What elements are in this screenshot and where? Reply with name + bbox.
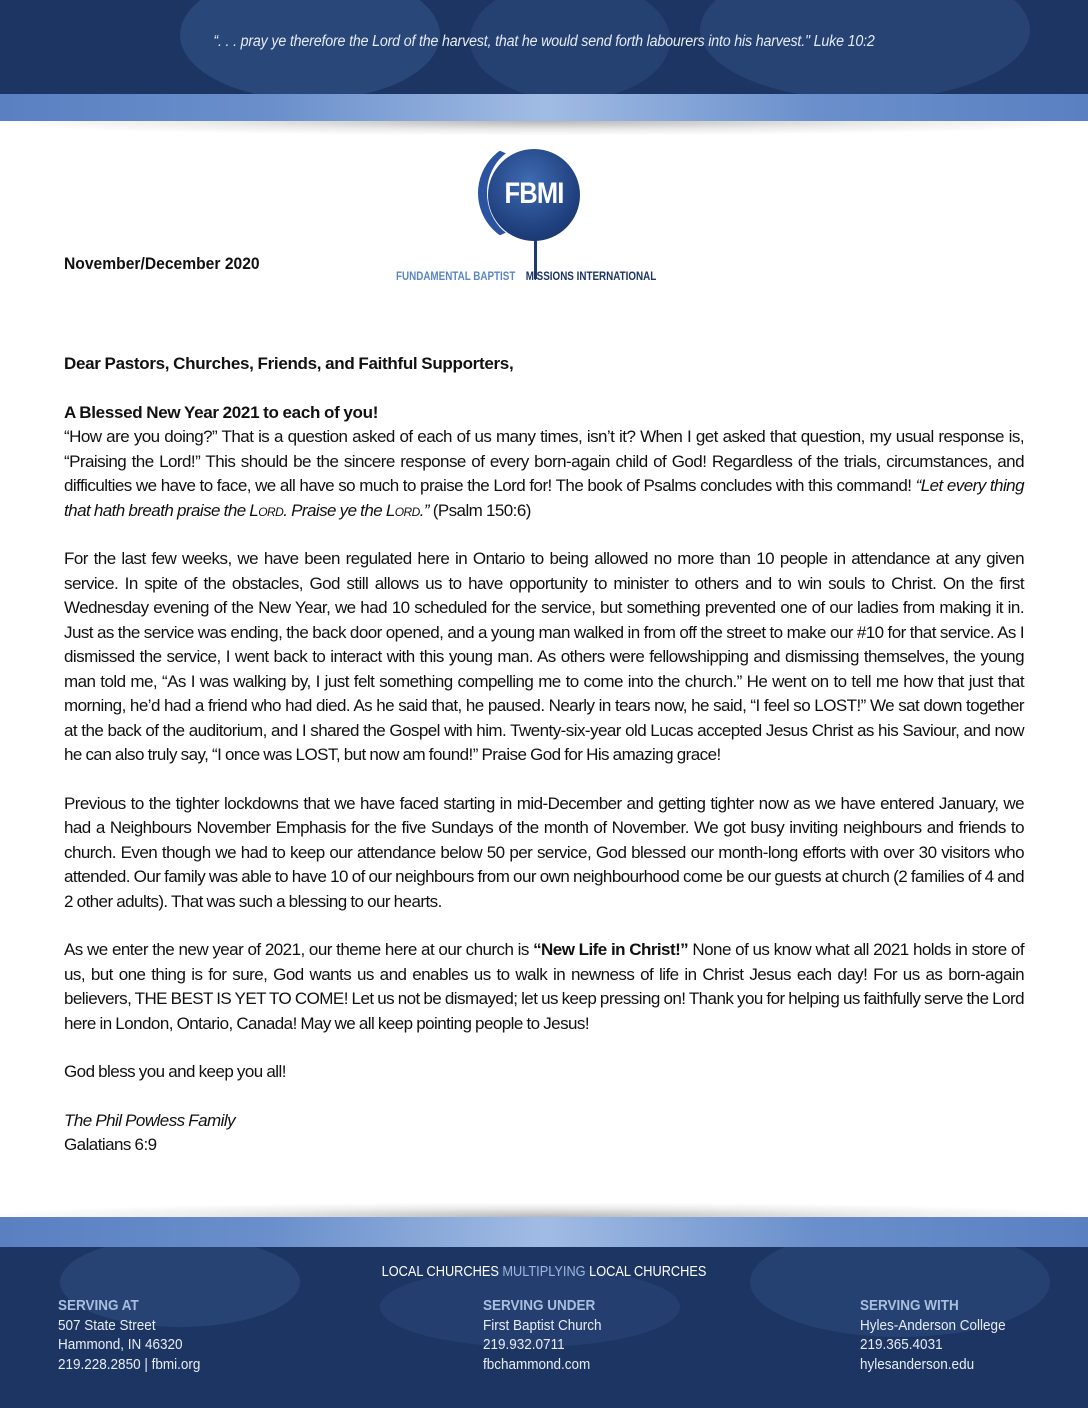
psalm-quote-c: .” — [419, 500, 430, 520]
logo-mark: FBMI — [504, 177, 564, 210]
signature-family: The Phil Powless Family — [64, 1110, 236, 1130]
logo-name-part1: FUNDAMENTAL BAPTIST — [396, 269, 516, 283]
header-scripture-quote: “. . . pray ye therefore the Lord of the harvest, that he would send forth labourers into his harvest." Luke 10:2 — [213, 33, 875, 50]
address-street: 507 State Street — [58, 1316, 156, 1334]
church-name: First Baptist Church — [483, 1316, 602, 1334]
logo-organization-name — [396, 269, 657, 283]
header-banner — [0, 0, 1088, 94]
paragraph-1 — [64, 425, 1024, 523]
college-phone: 219.365.4031 — [860, 1336, 943, 1353]
psalm-lord-1: Lord — [249, 500, 284, 520]
psalm-reference: (Psalm 150:6) — [429, 500, 531, 520]
signature-verse: Galatians 6:9 — [64, 1135, 157, 1154]
footer-accent-band — [0, 1217, 1088, 1247]
column-heading: SERVING AT — [58, 1297, 139, 1314]
psalm-quote-b: . Praise ye the — [283, 500, 386, 520]
footer-column-serving-under — [483, 1296, 602, 1374]
letter-body — [64, 352, 1024, 1158]
fbmi-logo — [396, 137, 700, 287]
college-website: hylesanderson.edu — [860, 1355, 975, 1373]
psalm-lord-2: Lord — [385, 500, 420, 520]
footer-column-serving-with — [860, 1296, 1006, 1374]
tagline-part-b: MULTIPLYING — [502, 1264, 586, 1280]
church-theme: “New Life in Christ!” — [533, 940, 689, 959]
salutation: Dear Pastors, Churches, Friends, and Faithful Supporters, — [64, 354, 514, 373]
paragraph-4 — [64, 938, 1024, 1036]
column-heading: SERVING UNDER — [483, 1297, 596, 1314]
footer-banner — [0, 1247, 1088, 1408]
paragraph-1-text: “How are you doing?” That is a question asked of each of us many times, isn’t it? When I get asked that question, my usual response is, “Praising the Lord!” This should be the sincere response of every born-again child of God! Regardless of the trials, circumstances, and difficulties we have to face, we all have so much to praise the Lord for! The book of Psalms concludes with this command! — [64, 427, 1024, 495]
column-heading: SERVING WITH — [860, 1297, 959, 1314]
header-accent-band — [0, 94, 1088, 121]
header-shadow — [0, 121, 1088, 135]
footer-shadow — [0, 1203, 1088, 1217]
footer-column-serving-at — [58, 1296, 200, 1374]
greeting-title: A Blessed New Year 2021 to each of you! — [64, 402, 379, 422]
paragraph-4-a: As we enter the new year of 2021, our theme here at our church is — [64, 940, 534, 959]
psalm-quote-a: “Let every thing that hath breath praise the — [64, 476, 1024, 520]
logo-name-part2: MISSIONS INTERNATIONAL — [525, 269, 657, 283]
signoff: God bless you and keep you all! — [64, 1062, 286, 1081]
tagline-part-c: LOCAL CHURCHES — [585, 1264, 707, 1280]
church-website: fbchammond.com — [483, 1355, 591, 1373]
phone-and-website: 219.228.2850 | fbmi.org — [58, 1355, 201, 1373]
letter-date: November/December 2020 — [64, 254, 260, 273]
church-phone: 219.932.0711 — [483, 1336, 565, 1353]
footer-tagline — [65, 1264, 1022, 1280]
paragraph-4-b: None of us know what all 2021 holds in store of us, but one thing is for sure, God wants us and enables us to walk in newness of life in Christ Jesus each day! For us as born-again believers, THE BEST IS YET TO COME! Let us not be dismayed; let us keep pressing on! Thank you for helping us faithfully serve the Lord here in London, Ontario, Canada! May we all keep pointing people to Jesus! — [64, 940, 1025, 1033]
tagline-part-a: LOCAL CHURCHES — [381, 1264, 503, 1280]
college-name: Hyles-Anderson College — [860, 1316, 1006, 1334]
address-city: Hammond, IN 46320 — [58, 1336, 183, 1353]
paragraph-3: Previous to the tighter lockdowns that we have faced starting in mid-December and getting tighter now as we have entered January, we had a Neighbours November Emphasis for the five Sundays of the month of November. We got busy inviting neighbours and friends to church. Even though we had to keep our attendance below 50 per service, God blessed our month-long efforts with over 30 visitors who attended. Our family was able to have 10 of our neighbours from our own neighbourhood come be our guests at church (2 families of 4 and 2 other adults). That was such a blessing to our hearts. — [64, 793, 1024, 911]
paragraph-2: For the last few weeks, we have been regulated here in Ontario to being allowed no more than 10 people in attendance at any given service. In spite of the obstacles, God still allows us to have opportunity to minister to others and to win souls to Christ. On the first Wednesday evening of the New Year, we had 10 scheduled for the service, but something prevented one of our ladies from making it in. Just as the service was ending, the back door opened, and a young man walked in from off the street to make our #10 for that service. As I dismissed the service, I went back to interact with this young man. As others were fellowshipping and dismissing themselves, the young man told me, “As I was walking by, I just felt something compelling me to come into the church.” He went on to tell me how that just that morning, he’d had a friend who had died. As he said that, he paused. Nearly in tears now, he said, “I feel so LOST!” We sat down together at the back of the auditorium, and I shared the Gospel with him. Twenty-six-year old Lucas accepted Jesus Christ as his Saviour, and now he can also truly say, “I once was LOST, but now am found!” Praise God for His amazing grace! — [64, 549, 1024, 764]
